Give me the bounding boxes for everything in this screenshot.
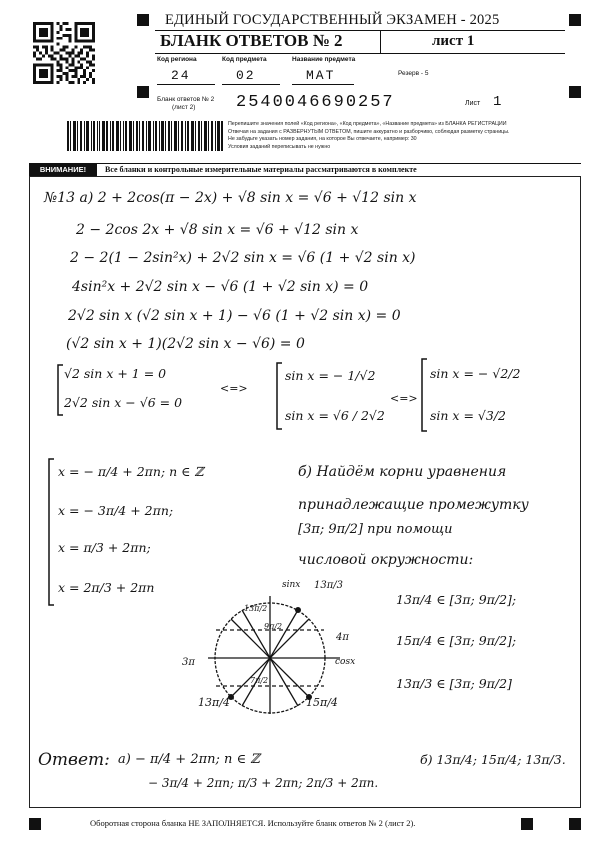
solution-line: 4sin²x + 2√2 sin x − √6 (1 + √2 sin x) = 0: [72, 279, 369, 295]
membership-line: 15π/4 ∈ [3π; 9π/2];: [396, 633, 517, 648]
blank-title-divider: [380, 31, 381, 53]
footer-note: Оборотная сторона бланка НЕ ЗАПОЛНЯЕТСЯ. Используйте бланк ответов № 2 (лист 2).: [90, 818, 416, 828]
part-b-text: б) Найдём корни уравнения: [298, 464, 507, 480]
subject-name-label: Название предмета: [292, 56, 356, 63]
registration-mark-bottom-right: [569, 818, 581, 830]
answer-part-b: б) 13π/4; 15π/4; 13π/3.: [420, 752, 566, 767]
circle-label-center: 7π/2: [250, 676, 269, 685]
reserve-label: Резерв - 5: [398, 70, 429, 77]
answer-part-a-cont: − 3π/4 + 2πn; π/3 + 2πn; 2π/3 + 2πn.: [148, 776, 379, 790]
instruction-line: Не забудьте указать номер задания, на которое Вы отвечаете, например: 30: [228, 136, 417, 143]
sheet-label: лист 1: [432, 33, 475, 49]
instruction-line: Условия заданий переписывать не нужно: [228, 143, 331, 150]
subject-code-line: [222, 84, 280, 85]
exam-title: ЕДИНЫЙ ГОСУДАРСТВЕННЫЙ ЭКЗАМЕН - 2025: [165, 12, 500, 28]
registration-mark-top-right: [569, 14, 581, 26]
solution-line: (√2 sin x + 1)(2√2 sin x − √6) = 0: [66, 336, 305, 352]
circle-label-bottom-right: 15π/4: [306, 696, 338, 709]
system-c-eq: sin x = √3/2: [430, 408, 506, 423]
roots-brace: [47, 458, 55, 606]
system-a-eq: 2√2 sin x − √6 = 0: [64, 395, 183, 410]
subject-code-value[interactable]: 02: [236, 68, 256, 83]
membership-line: 13π/3 ∈ [3π; 9π/2]: [396, 676, 512, 691]
system-a-eq: √2 sin x + 1 = 0: [64, 366, 167, 381]
circle-label-inner: 13π/2: [244, 604, 268, 613]
circle-label-bottom-left: 13π/4: [198, 696, 230, 709]
instruction-line: Перепишите значения полей «Код региона», «Код предмета», «Название предмета» из БЛАНКА РЕГИСТРАЦИИ: [228, 121, 507, 127]
blank-code-value: 2540046690257: [236, 93, 395, 112]
solution-line: №13 а) 2 + 2cos(π − 2x) + √8 sin x = √6 + √12 sin x: [44, 190, 417, 206]
warning-badge: ВНИМАНИЕ!: [29, 164, 97, 176]
circle-label-top-right: 13π/3: [314, 580, 344, 591]
registration-mark-bottom-mid: [521, 818, 533, 830]
equivalence-sign: <=>: [220, 382, 248, 395]
blank-title: БЛАНК ОТВЕТОВ № 2: [160, 31, 343, 50]
system-brace: [56, 364, 64, 416]
cos-axis-label: cosx: [335, 657, 356, 667]
registration-mark-mid-left: [137, 86, 149, 98]
answer-label: Ответ:: [38, 750, 110, 770]
system-b-eq: sin x = √6 / 2√2: [285, 408, 385, 423]
root-point: [295, 607, 301, 613]
blank-code-sublabel: (лист 2): [172, 104, 196, 111]
system-c-eq: sin x = − √2/2: [430, 366, 521, 381]
part-b-text: принадлежащие промежутку: [298, 497, 529, 513]
sheet-number-label: Лист: [465, 100, 481, 107]
circle-label-left: 3π: [182, 657, 195, 668]
circle-label-right: 4π: [336, 632, 349, 643]
subject-code-label: Код предмета: [222, 56, 267, 63]
warning-text: Все бланки и контрольные измерительные материалы рассматриваются в комплекте: [105, 165, 417, 174]
sheet-number-value: 1: [493, 94, 504, 110]
root-line: x = − 3π/4 + 2πn;: [58, 503, 174, 518]
system-brace: [420, 358, 428, 432]
subject-name-line: [292, 84, 354, 85]
registration-mark-mid-right: [569, 86, 581, 98]
answer-part-a: а) − π/4 + 2πn; n ∈ ℤ: [118, 752, 260, 767]
root-line: x = − π/4 + 2πn; n ∈ ℤ: [58, 464, 204, 479]
registration-mark-top-left: [137, 14, 149, 26]
root-line: x = 2π/3 + 2πn: [58, 580, 155, 595]
blank-title-underline: [155, 53, 565, 54]
instructions-block: [228, 121, 578, 151]
barcode: [67, 121, 223, 151]
solution-line: 2√2 sin x (√2 sin x + 1) − √6 (1 + √2 sin x) = 0: [68, 308, 401, 324]
circle-label-inner: 9π/2: [264, 622, 283, 631]
system-brace: [275, 362, 283, 430]
part-b-text: числовой окружности:: [298, 552, 474, 568]
region-code-value[interactable]: 24: [171, 68, 191, 83]
equivalence-sign: <=>: [390, 392, 418, 405]
sin-axis-label: sinx: [282, 580, 301, 590]
solution-line: 2 − 2(1 − 2sin²x) + 2√2 sin x = √6 (1 + √2 sin x): [70, 250, 416, 266]
qr-code: [33, 22, 95, 84]
subject-name-value[interactable]: МАТ: [306, 68, 336, 83]
blank-code-label: Бланк ответов № 2: [157, 96, 215, 103]
solution-line: 2 − 2cos 2x + √8 sin x = √6 + √12 sin x: [76, 222, 359, 238]
region-code-line: [157, 84, 215, 85]
instruction-line: Отвечая на задания с РАЗВЕРНУТЫМ ОТВЕТОМ, пишите аккуратно и разборчиво, соблюдая разметку страницы.: [228, 128, 510, 135]
system-b-eq: sin x = − 1/√2: [285, 368, 376, 383]
root-line: x = π/3 + 2πn;: [58, 540, 151, 555]
region-code-label: Код региона: [157, 56, 197, 63]
registration-mark-bottom-left: [29, 818, 41, 830]
membership-line: 13π/4 ∈ [3π; 9π/2];: [396, 592, 517, 607]
part-b-text: [3π; 9π/2] при помощи: [298, 522, 453, 537]
warning-bar: [29, 163, 581, 177]
